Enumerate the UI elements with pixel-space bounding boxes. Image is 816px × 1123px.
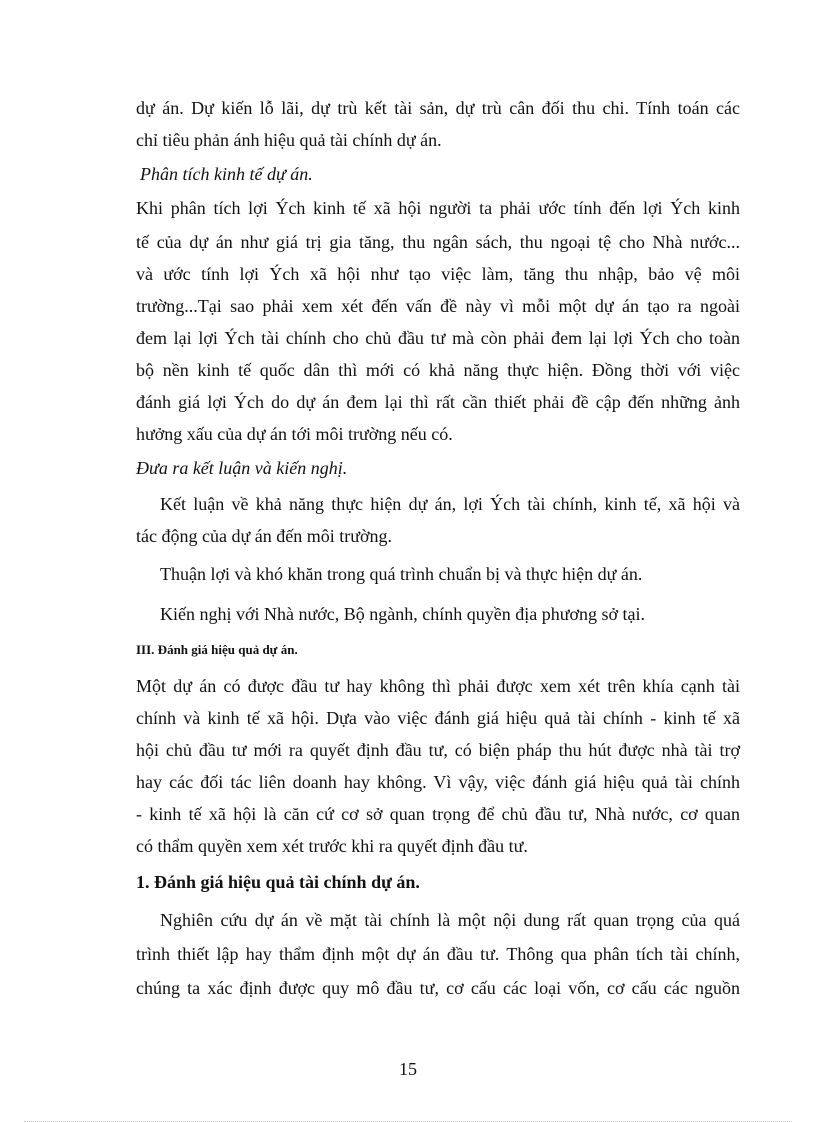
- page-bottom-divider: [24, 1121, 792, 1122]
- page-number: 15: [399, 1059, 417, 1079]
- text-line: Kết luận về khả năng thực hiện dự án, lợi Ých tài chính, kinh tế, xã hội và: [160, 494, 740, 514]
- text-line: trình thiết lập hay thẩm định một dự án đầu tư. Thông qua phân tích tài chính,: [136, 944, 740, 964]
- text-line: hưởng xấu của dự án tới môi trường nếu có.: [136, 424, 453, 444]
- text-line: và ước tính lợi Ých xã hội như tạo việc làm, tăng thu nhập, bảo vệ môi: [136, 264, 740, 284]
- text-line: - kinh tế xã hội là căn cứ cơ sở quan trọng để chủ đầu tư, Nhà nước, cơ quan: [136, 804, 740, 824]
- section-heading-1: 1. Đánh giá hiệu quả tài chính dự án.: [136, 872, 420, 892]
- text-line: hay các đối tác liên doanh hay không. Vì vậy, việc đánh giá hiệu quả tài chính: [136, 772, 740, 792]
- subheading-conclusion: Đưa ra kết luận và kiến nghị.: [136, 458, 348, 478]
- section-heading-iii: III. Đánh giá hiệu quả dự án.: [136, 642, 298, 657]
- text-line: dự án. Dự kiến lỗ lãi, dự trù kết tài sản, dự trù cân đối thu chi. Tính toán các: [136, 98, 740, 118]
- text-line: đánh giá lợi Ých do dự án đem lại thì rất cần thiết phải đề cập đến những ảnh: [136, 392, 740, 412]
- text-line: chỉ tiêu phản ánh hiệu quả tài chính dự án.: [136, 130, 442, 150]
- text-line: trường...Tại sao phải xem xét đến vấn đề này vì mỗi một dự án tạo ra ngoài: [136, 296, 740, 316]
- text-line: tế của dự án như giá trị gia tăng, thu ngân sách, thu ngoại tệ cho Nhà nước...: [136, 232, 740, 252]
- text-line: bộ nền kinh tế quốc dân thì mới có khả năng thực hiện. Đồng thời với việc: [136, 360, 740, 380]
- text-line: chính và kinh tế xã hội. Dựa vào việc đánh giá hiệu quả tài chính - kinh tế xã: [136, 708, 740, 728]
- text-line: hội chủ đầu tư mới ra quyết định đầu tư, có biện pháp thu hút được nhà tài trợ: [136, 740, 740, 760]
- text-line: tác động của dự án đến môi trường.: [136, 526, 392, 546]
- text-line: Nghiên cứu dự án về mặt tài chính là một nội dung rất quan trọng của quá: [160, 910, 740, 930]
- text-line: Kiến nghị với Nhà nước, Bộ ngành, chính quyền địa phương sở tại.: [160, 604, 646, 624]
- text-line: Thuận lợi và khó khăn trong quá trình chuẩn bị và thực hiện dự án.: [160, 564, 643, 584]
- text-line: Khi phân tích lợi Ých kinh tế xã hội người ta phải ước tính đến lợi Ých kinh: [136, 198, 740, 218]
- text-line: có thẩm quyền xem xét trước khi ra quyết định đầu tư.: [136, 836, 528, 856]
- text-line: đem lại lợi Ých tài chính cho chủ đầu tư mà còn phải đem lại lợi Ých cho toàn: [136, 328, 740, 348]
- text-line: Một dự án có được đầu tư hay không thì phải được xem xét trên khía cạnh tài: [136, 676, 740, 696]
- subheading-economic-analysis: Phân tích kinh tế dự án.: [140, 164, 313, 184]
- text-line: chúng ta xác định được quy mô đầu tư, cơ cấu các loại vốn, cơ cấu các nguồn: [136, 978, 740, 998]
